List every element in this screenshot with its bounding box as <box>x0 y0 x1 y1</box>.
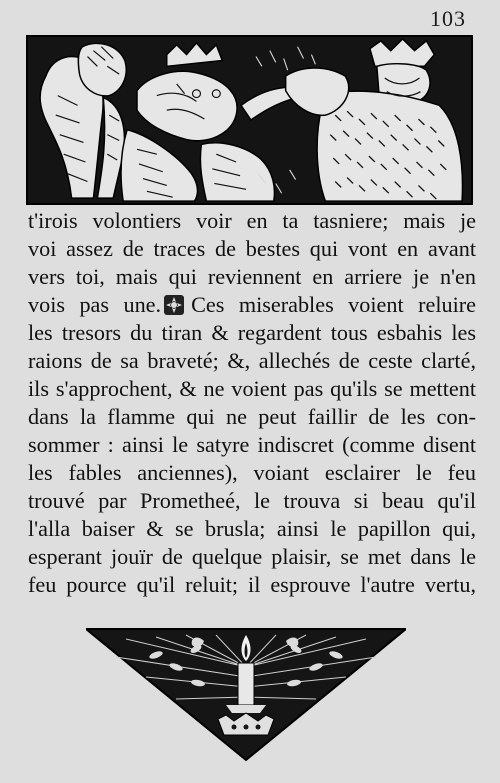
text-line-prefix: vois pas une. <box>28 292 162 317</box>
text-line: sommer : ainsi le satyre indiscret (comme disent <box>28 432 476 457</box>
text-line: t'irois volontiers voir en ta tasniere; mais je <box>28 208 476 233</box>
text-line-with-fleuron <box>28 291 476 319</box>
text-line: les tresors du tiran & regardent tous esbahis les <box>28 320 476 345</box>
text-line: raions de sa braveté; &, allechés de ceste clarté, <box>28 348 476 373</box>
woodcut-icon <box>28 37 471 203</box>
text-line: voi assez de traces de bestes qui vont en avant <box>28 236 476 261</box>
candle-crown-tailpiece-icon <box>86 627 406 762</box>
text-line: ils s'approchent, & ne voient pas qu'ils se mettent <box>28 376 476 401</box>
body-text <box>28 207 476 599</box>
page-number: 103 <box>430 6 466 31</box>
text-line: vers toi, mais qui reviennent en arriere je n'en <box>28 264 476 289</box>
text-line: dans la flamme qui ne peut faillir de les con- <box>28 404 476 429</box>
text-line: l'alla baiser & se brusla; ainsi le papillon qui, <box>28 516 476 541</box>
text-line: trouvé par Prometheé, le trouva si beau qu'il <box>28 488 476 513</box>
text-line: les fables anciennes), voiant esclairer le feu <box>28 460 476 485</box>
tailpiece-ornament <box>86 627 406 762</box>
text-line: esperant jouïr de quelque plaisir, se met dans le <box>28 544 476 569</box>
text-line: feu pource qu'il reluit; il esprouve l'autre vertu, <box>28 572 476 597</box>
woodcut-illustration <box>26 35 473 205</box>
text-line-remainder: Ces miserables voient reluire <box>191 292 476 317</box>
